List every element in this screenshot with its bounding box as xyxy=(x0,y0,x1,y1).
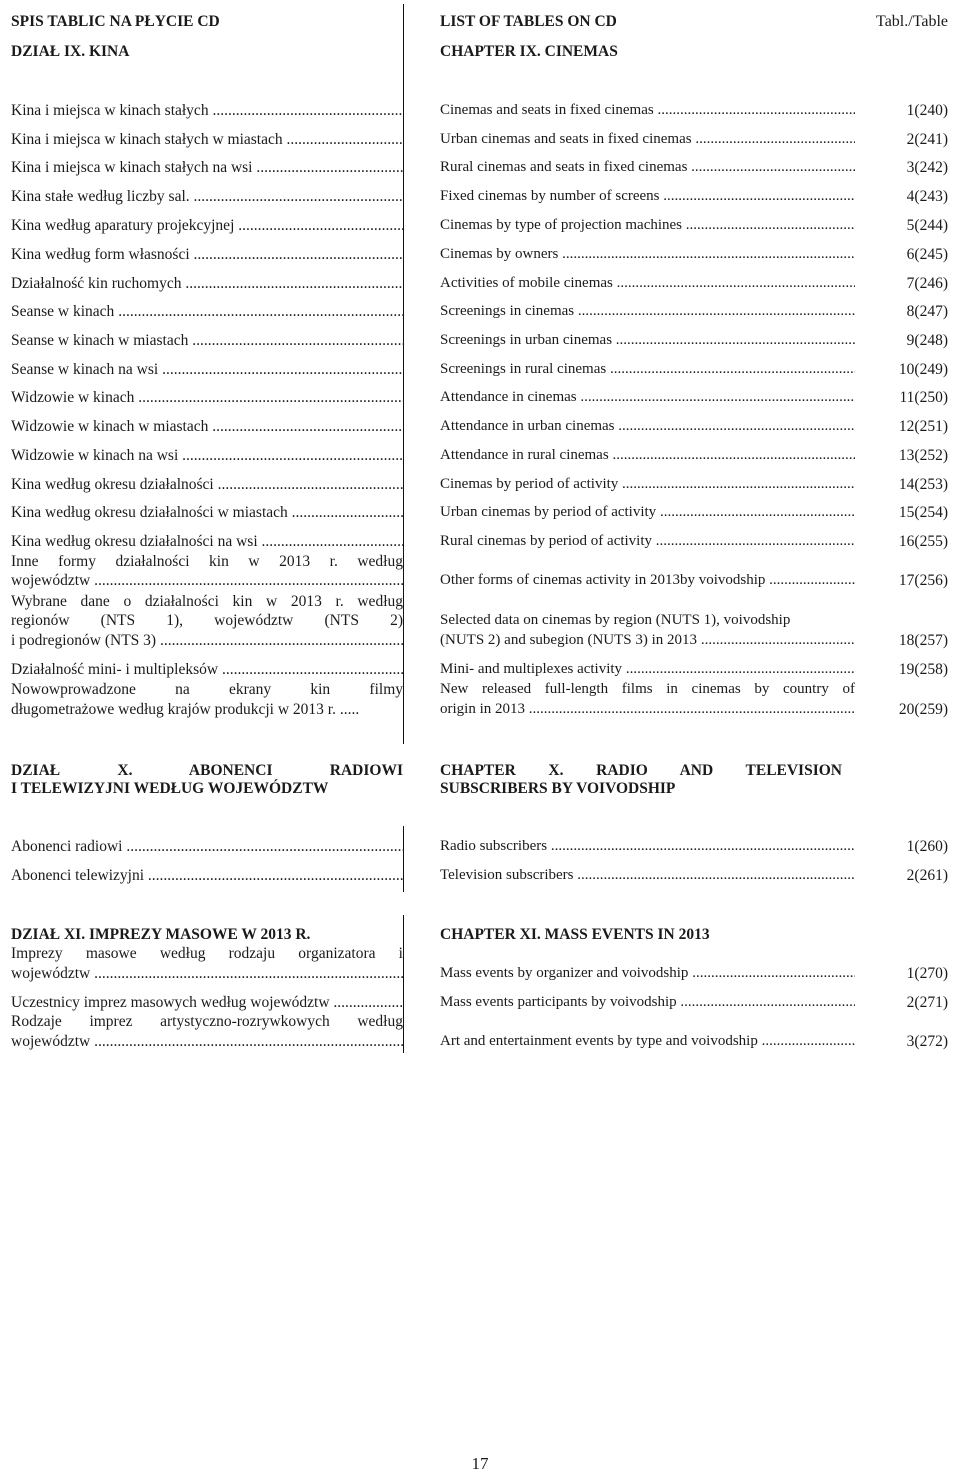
table-number: 8(247) xyxy=(906,303,948,320)
table-title-en[interactable]: Fixed cinemas by number of screens ..... xyxy=(440,187,855,206)
table-title-pl[interactable]: Widzowie w kinach ..... xyxy=(11,388,403,407)
table-title-en[interactable]: Screenings in rural cinemas ..... xyxy=(440,360,855,379)
table-title-pl[interactable]: Uczestnicy imprez masowych według województw ..... xyxy=(11,993,403,1012)
table-title-en[interactable]: Urban cinemas by period of activity ..... xyxy=(440,503,855,522)
column-divider xyxy=(403,826,404,892)
table-number: 17(256) xyxy=(898,572,948,589)
table-number: 3(242) xyxy=(906,159,948,176)
chapter10-en-heading: SUBSCRIBERS BY VOIVODSHIP xyxy=(440,780,676,797)
table-title-pl-line[interactable]: województw ..... xyxy=(11,964,403,983)
column-divider xyxy=(403,4,404,744)
table-title-pl[interactable]: Widzowie w kinach w miastach ..... xyxy=(11,417,403,436)
table-title-en[interactable]: Mass events by organizer and voivodship ..... xyxy=(440,964,855,983)
header-center-title: LIST OF TABLES ON CD xyxy=(440,13,617,30)
table-title-en[interactable]: Television subscribers ..... xyxy=(440,866,855,885)
table-title-pl-line[interactable]: Rodzaje imprez artystyczno-rozrywkowych według xyxy=(11,1013,403,1030)
chapter11-en-heading: CHAPTER XI. MASS EVENTS IN 2013 xyxy=(440,926,710,943)
table-title-pl[interactable]: Seanse w kinach na wsi ..... xyxy=(11,360,403,379)
table-title-en[interactable]: Cinemas by type of projection machines ..... xyxy=(440,216,855,235)
table-number: 2(261) xyxy=(906,867,948,884)
table-number: 7(246) xyxy=(906,275,948,292)
table-title-en[interactable]: Other forms of cinemas activity in 2013by voivodship ..... xyxy=(440,571,855,590)
header-left-title: SPIS TABLIC NA PŁYCIE CD xyxy=(11,13,220,30)
chapter10-pl-heading: DZIAŁ X. ABONENCI RADIOWI xyxy=(11,762,403,779)
table-title-pl[interactable]: Kina według aparatury projekcyjnej ..... xyxy=(11,216,403,235)
table-number: 1(260) xyxy=(906,838,948,855)
table-number: 11(250) xyxy=(899,389,948,406)
table-title-en[interactable]: Rural cinemas and seats in fixed cinemas ..... xyxy=(440,158,855,177)
table-number: 20(259) xyxy=(898,701,948,718)
table-title-pl[interactable]: Kina według form własności ..... xyxy=(11,245,403,264)
table-number: 2(241) xyxy=(906,131,948,148)
table-title-pl-line[interactable]: Imprezy masowe według rodzaju organizatora i xyxy=(11,945,403,962)
table-number: 6(245) xyxy=(906,246,948,263)
table-number: 1(240) xyxy=(906,102,948,119)
chapter9-en-heading: CHAPTER IX. CINEMAS xyxy=(440,43,618,60)
table-title-pl[interactable]: Seanse w kinach ..... xyxy=(11,302,403,321)
table-title-en[interactable]: Radio subscribers ..... xyxy=(440,837,855,856)
table-title-pl-line[interactable]: długometrażowe według krajów produkcji w 2013 r. ..... xyxy=(11,701,360,718)
table-number: 2(271) xyxy=(906,994,948,1011)
table-title-pl-line[interactable]: województw ..... xyxy=(11,571,403,590)
column-divider xyxy=(403,915,404,1053)
page-number: 17 xyxy=(471,1454,489,1473)
table-number: 14(253) xyxy=(898,476,948,493)
table-title-pl[interactable]: Widzowie w kinach na wsi ..... xyxy=(11,446,403,465)
table-title-pl-line[interactable]: województw ..... xyxy=(11,1032,403,1051)
table-title-en-line[interactable]: (NUTS 2) and subegion (NUTS 3) in 2013 ..... xyxy=(440,631,855,650)
table-title-pl-line[interactable]: i podregionów (NTS 3) ..... xyxy=(11,631,403,650)
chapter11-pl-heading: DZIAŁ XI. IMPREZY MASOWE W 2013 R. xyxy=(11,926,311,943)
table-title-pl[interactable]: Abonenci telewizyjni ..... xyxy=(11,866,403,885)
table-number: 15(254) xyxy=(898,504,948,521)
table-title-pl[interactable]: Kina według okresu działalności na wsi ..... xyxy=(11,532,403,551)
table-title-pl[interactable]: Działalność kin ruchomych ..... xyxy=(11,274,403,293)
table-title-en-line[interactable]: Selected data on cinemas by region (NUTS 1), voivodship xyxy=(440,612,791,628)
chapter10-en-heading: CHAPTER X. RADIO AND TELEVISION xyxy=(440,762,842,779)
table-title-pl[interactable]: Abonenci radiowi ..... xyxy=(11,837,403,856)
table-title-en[interactable]: Mass events participants by voivodship ..... xyxy=(440,993,855,1012)
table-title-en[interactable]: Attendance in cinemas ..... xyxy=(440,388,855,407)
table-number: 19(258) xyxy=(898,661,948,678)
table-number: 3(272) xyxy=(906,1033,948,1050)
table-title-en[interactable]: Rural cinemas by period of activity ..... xyxy=(440,532,855,551)
table-title-en[interactable]: Art and entertainment events by type and voivodship ..... xyxy=(440,1032,855,1051)
table-title-en[interactable]: Attendance in urban cinemas ..... xyxy=(440,417,855,436)
table-title-pl[interactable]: Kina stałe według liczby sal. ..... xyxy=(11,187,403,206)
table-title-pl[interactable]: Seanse w kinach w miastach ..... xyxy=(11,331,403,350)
table-title-en[interactable]: Activities of mobile cinemas ..... xyxy=(440,274,855,293)
table-title-en[interactable]: Cinemas and seats in fixed cinemas ..... xyxy=(440,101,855,120)
table-title-en-line[interactable]: New released full-length films in cinemas by country of xyxy=(440,681,855,697)
table-number: 9(248) xyxy=(906,332,948,349)
table-number: 12(251) xyxy=(898,418,948,435)
table-number: 13(252) xyxy=(898,447,948,464)
table-number: 10(249) xyxy=(898,361,948,378)
table-title-pl-line[interactable]: Nowowprowadzone na ekrany kin filmy xyxy=(11,681,403,698)
chapter9-pl-heading: DZIAŁ IX. KINA xyxy=(11,43,130,60)
table-number: 5(244) xyxy=(906,217,948,234)
table-title-en-line[interactable]: origin in 2013 ..... xyxy=(440,700,855,719)
table-title-pl-line[interactable]: Wybrane dane o działalności kin w 2013 r. według xyxy=(11,593,403,610)
chapter10-pl-heading: I TELEWIZYJNI WEDŁUG WOJEWÓDZTW xyxy=(11,780,329,797)
header-right-label: Tabl./Table xyxy=(876,13,948,30)
table-title-pl-line[interactable]: Inne formy działalności kin w 2013 r. według xyxy=(11,553,403,570)
table-title-en[interactable]: Cinemas by owners ..... xyxy=(440,245,855,264)
table-title-en[interactable]: Screenings in urban cinemas ..... xyxy=(440,331,855,350)
table-number: 18(257) xyxy=(898,632,948,649)
table-title-en[interactable]: Attendance in rural cinemas ..... xyxy=(440,446,855,465)
table-title-pl[interactable]: Kina według okresu działalności ..... xyxy=(11,475,403,494)
table-title-en[interactable]: Cinemas by period of activity ..... xyxy=(440,475,855,494)
table-number: 1(270) xyxy=(906,965,948,982)
table-title-pl[interactable]: Kina według okresu działalności w miastach ..... xyxy=(11,503,403,522)
table-title-en[interactable]: Mini- and multiplexes activity ..... xyxy=(440,660,855,679)
table-title-en[interactable]: Screenings in cinemas ..... xyxy=(440,302,855,321)
table-number: 16(255) xyxy=(898,533,948,550)
table-title-pl[interactable]: Kina i miejsca w kinach stałych na wsi ..... xyxy=(11,158,403,177)
table-title-pl[interactable]: Kina i miejsca w kinach stałych ..... xyxy=(11,101,403,120)
table-title-pl-line[interactable]: regionów (NTS 1), województw (NTS 2) xyxy=(11,612,403,629)
table-title-en[interactable]: Urban cinemas and seats in fixed cinemas ..... xyxy=(440,130,855,149)
table-number: 4(243) xyxy=(906,188,948,205)
table-title-pl[interactable]: Kina i miejsca w kinach stałych w miastach ..... xyxy=(11,130,403,149)
table-title-pl[interactable]: Działalność mini- i multipleksów ..... xyxy=(11,660,403,679)
